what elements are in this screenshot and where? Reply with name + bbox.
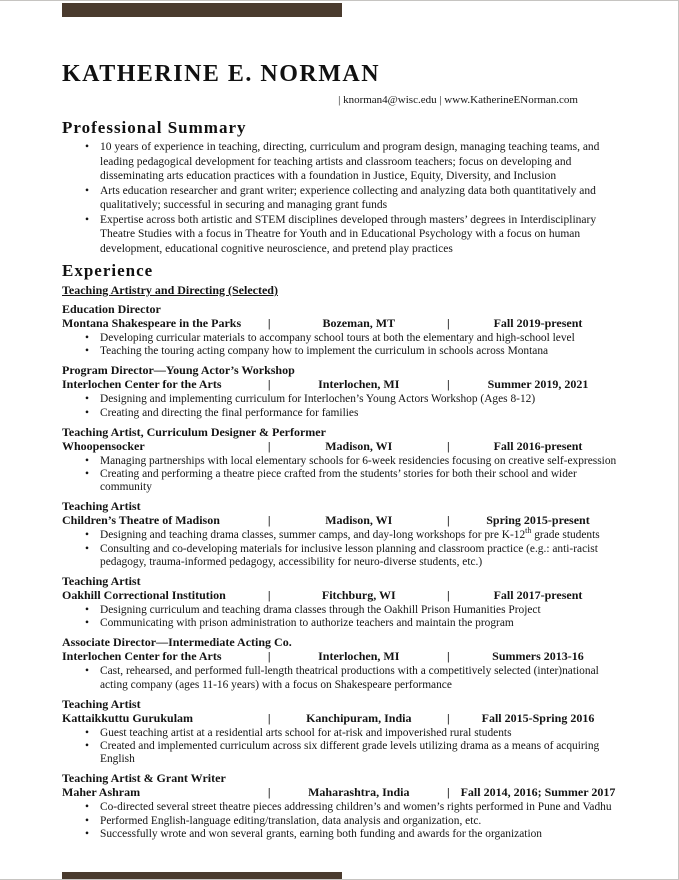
job-location: Interlochen, MI xyxy=(318,377,400,392)
job-location: Madison, WI xyxy=(325,438,393,453)
job-location: Bozeman, MT xyxy=(322,316,396,330)
job-bullet: • Designing and teaching drama classes, summer camps, and day-long workshops for pre K-12th grade students xyxy=(62,529,622,542)
job-title: Teaching Artist & Grant Writer xyxy=(62,771,226,786)
job-company-line xyxy=(62,711,622,726)
job-location: Fitchburg, WI xyxy=(321,588,396,603)
job-dates: Fall 2016-present xyxy=(493,438,583,453)
job-title: Teaching Artist xyxy=(62,696,141,711)
job-company: Montana Shakespeare in the Parks xyxy=(62,316,242,330)
job-company: Interlochen Center for the Arts xyxy=(62,377,222,392)
job-company-line xyxy=(62,439,622,454)
job-entry xyxy=(62,302,622,358)
jobs-list xyxy=(62,302,622,841)
job-bullets xyxy=(62,332,622,358)
contact-line: | knorman4@wisc.edu | www.KatherineENorman.com xyxy=(338,94,578,106)
job-entry xyxy=(62,574,622,630)
job-company: Interlochen Center for the Arts xyxy=(62,649,222,664)
separator-pipe: | xyxy=(267,710,271,725)
separator-pipe: | xyxy=(447,377,450,392)
summary-bullets xyxy=(62,140,622,256)
job-bullet: • Creating and directing the final performance for families xyxy=(62,407,622,420)
job-bullets xyxy=(62,455,622,495)
job-dates: Summer 2019, 2021 xyxy=(487,377,589,392)
job-bullets xyxy=(62,393,622,419)
job-bullet: • Co-directed several street theatre pieces addressing children’s and women’s rights performed in Pune and Vadhu xyxy=(62,801,622,814)
job-title: Education Director xyxy=(62,302,161,316)
job-location: Madison, WI xyxy=(325,513,393,528)
job-bullets xyxy=(62,604,622,630)
summary-bullet: • Expertise across both artistic and STEM disciplines developed through masters’ degrees in Interdisciplinary Theatre Studies with a focus in Theatre for Youth and in Educational Psychology with a focus on human development, educational cognitive neuroscience, and pretend play practices xyxy=(62,213,622,257)
job-entry xyxy=(62,771,622,841)
separator-pipe: | xyxy=(447,649,450,664)
job-title: Associate Director—Intermediate Acting Co. xyxy=(62,635,292,650)
separator-pipe: | xyxy=(447,588,450,603)
job-bullet: • Creating and performing a theatre piece crafted from the students’ stories for both their school and wider community xyxy=(62,468,622,494)
separator-pipe: | xyxy=(447,785,450,800)
job-bullet: • Designing curriculum and teaching drama classes through the Oakhill Prison Humanities Project xyxy=(62,604,622,617)
job-bullet: • Developing curricular materials to accompany school tours at both the elementary and high-school level xyxy=(62,332,622,345)
job-title: Teaching Artist xyxy=(62,574,141,589)
job-dates: Summers 2013-16 xyxy=(492,649,584,664)
job-dates: Fall 2014, 2016; Summer 2017 xyxy=(460,785,616,800)
job-dates: Spring 2015-present xyxy=(486,513,590,528)
job-entry xyxy=(62,635,622,691)
separator-pipe: | xyxy=(267,316,271,330)
job-entry xyxy=(62,499,622,569)
job-title: Teaching Artist, Curriculum Designer & Performer xyxy=(62,424,326,439)
job-bullet: • Teaching the touring acting company how to implement the curriculum in schools across Montana xyxy=(62,345,622,358)
job-company: Oakhill Correctional Institution xyxy=(62,588,226,603)
separator-pipe: | xyxy=(267,649,271,664)
summary-heading: Professional Summary xyxy=(62,118,247,137)
job-bullet: • Cast, rehearsed, and performed full-length theatrical productions with a competitively selected (inter)national acting company (ages 11-16 years) with a focus on Shakespeare performance xyxy=(62,665,622,691)
job-bullets xyxy=(62,727,622,767)
job-dates: Fall 2019-present xyxy=(493,316,583,330)
job-bullet: • Successfully wrote and won several grants, earning both funding and awards for the organization xyxy=(62,828,622,841)
separator-pipe: | xyxy=(267,588,271,603)
summary-bullet: • 10 years of experience in teaching, directing, curriculum and program design, managing teaching teams, and leading pedagogical development for teaching artists and classroom teachers; focus on developing and disseminating arts education practices with a foundation in Justice, Equity, Diversity, and Inclusion xyxy=(62,140,622,184)
resume-content xyxy=(0,1,678,841)
job-company-line xyxy=(62,513,622,528)
job-company-line xyxy=(62,588,622,603)
job-entry xyxy=(62,697,622,767)
separator-pipe: | xyxy=(447,513,450,528)
job-location: Maharashtra, India xyxy=(308,785,410,800)
experience-heading: Experience xyxy=(62,261,154,280)
job-company-line xyxy=(62,785,622,800)
summary-bullet: • Arts education researcher and grant writer; experience collecting and analyzing data both quantitatively and qualitatively; successful in securing and managing grant funds xyxy=(62,184,622,213)
job-entry xyxy=(62,425,622,495)
experience-subsection: Teaching Artistry and Directing (Selected) xyxy=(62,283,278,297)
separator-pipe: | xyxy=(267,513,271,528)
job-bullet: • Performed English-language editing/translation, data analysis and organization, etc. xyxy=(62,815,622,828)
job-bullet: • Created and implemented curriculum across six different grade levels utilizing drama as a means of acquiring English xyxy=(62,740,622,766)
job-company: Maher Ashram xyxy=(62,785,141,800)
separator-pipe: | xyxy=(447,316,450,330)
job-title: Teaching Artist xyxy=(62,499,141,514)
job-bullet: • Managing partnerships with local elementary schools for 6-week residencies focusing on creative self-expression xyxy=(62,455,622,468)
bottom-accent-bar xyxy=(62,872,342,879)
resume-name: KATHERINE E. NORMAN xyxy=(62,61,381,87)
separator-pipe: | xyxy=(447,438,450,453)
separator-pipe: | xyxy=(267,377,271,392)
job-company: Whoopensocker xyxy=(62,438,145,453)
job-location: Kanchipuram, India xyxy=(306,710,412,725)
job-bullets xyxy=(62,526,622,569)
separator-pipe: | xyxy=(267,438,271,453)
job-entry xyxy=(62,363,622,419)
job-bullet: • Designing and implementing curriculum for Interlochen’s Young Actors Workshop (Ages 8-12) xyxy=(62,393,622,406)
job-dates: Fall 2017-present xyxy=(493,588,583,603)
job-company-line xyxy=(62,377,622,392)
job-bullet: • Communicating with prison administration to authorize teachers and maintain the program xyxy=(62,617,622,630)
job-company-line xyxy=(62,316,622,331)
separator-pipe: | xyxy=(267,785,271,800)
job-bullets xyxy=(62,801,622,841)
job-bullets xyxy=(62,665,622,691)
separator-pipe: | xyxy=(447,710,450,725)
job-company: Children’s Theatre of Madison xyxy=(62,513,220,528)
job-bullet: • Guest teaching artist at a residential arts school for at-risk and impoverished rural students xyxy=(62,727,622,740)
job-company-line xyxy=(62,649,622,664)
top-accent-bar xyxy=(62,3,342,17)
job-title: Program Director—Young Actor’s Workshop xyxy=(62,363,295,378)
job-dates: Fall 2015-Spring 2016 xyxy=(481,710,595,725)
job-bullet: • Consulting and co-developing materials for inclusive lesson planning and classroom practice (e.g.: anti-racist pedagogy, trauma-informed pedagogy, accessibility for neuro-diverse students, etc.) xyxy=(62,543,622,569)
job-company: Kattaikkuttu Gurukulam xyxy=(62,710,194,725)
job-location: Interlochen, MI xyxy=(318,649,400,664)
